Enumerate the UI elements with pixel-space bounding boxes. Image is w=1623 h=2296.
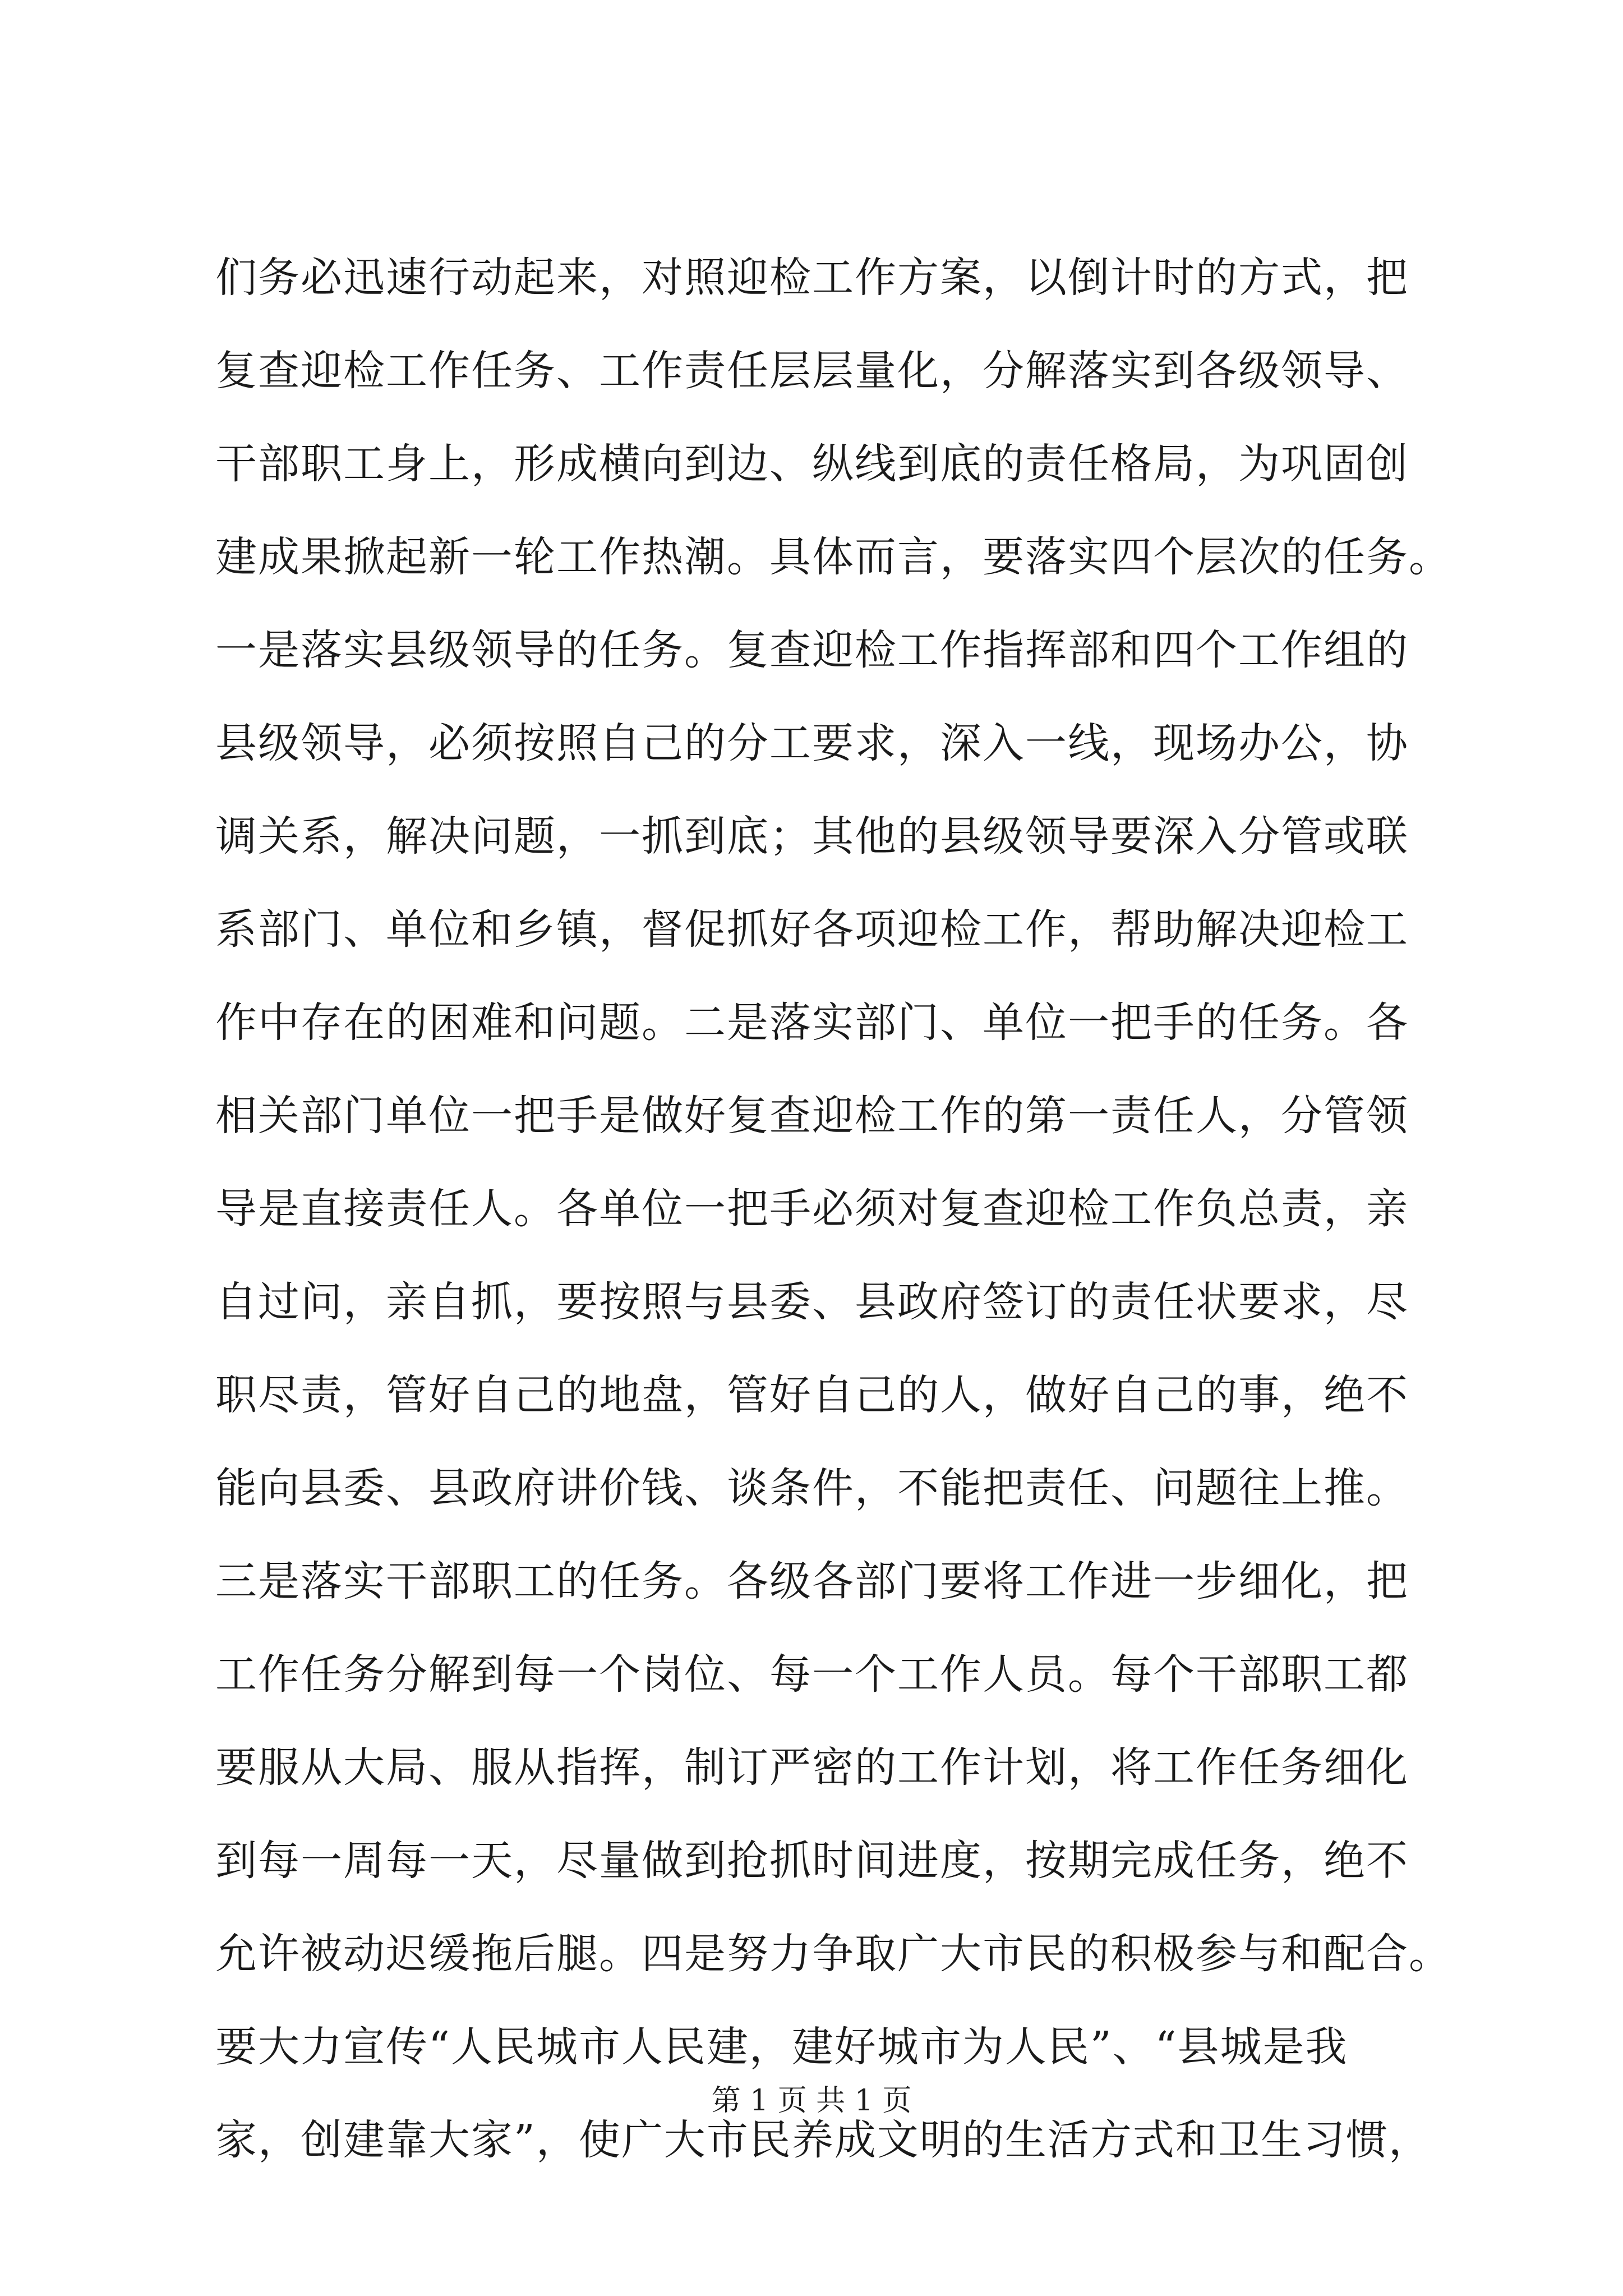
text-line: 要服从大局、服从指挥，制订严密的工作计划，将工作任务细化 bbox=[215, 1743, 1409, 1792]
text-line: 要大力宣传“人民城市人民建，建好城市为人民”、“县城是我 bbox=[215, 2023, 1348, 2071]
text-line: 干部职工身上，形成横向到边、纵线到底的责任格局，为巩固创 bbox=[215, 440, 1409, 488]
text-line: 职尽责，管好自己的地盘，管好自己的人，做好自己的事，绝不 bbox=[215, 1371, 1409, 1419]
text-line: 复查迎检工作任务、工作责任层层量化，分解落实到各级领导、 bbox=[215, 347, 1409, 395]
text-line: 系部门、单位和乡镇，督促抓好各项迎检工作，帮助解决迎检工 bbox=[215, 905, 1409, 954]
text-line: 调关系，解决问题，一抓到底；其他的县级领导要深入分管或联 bbox=[215, 812, 1409, 861]
text-line: 县级领导，必须按照自己的分工要求，深入一线，现场办公，协 bbox=[215, 719, 1409, 767]
text-line: 自过问，亲自抓，要按照与县委、县政府签订的责任状要求，尽 bbox=[215, 1278, 1409, 1326]
text-line: 家，创建靠大家”，使广大市民养成文明的生活方式和卫生习惯， bbox=[215, 2116, 1431, 2164]
text-line: 工作任务分解到每一个岗位、每一个工作人员。每个干部职工都 bbox=[215, 1650, 1409, 1699]
text-line: 建成果掀起新一轮工作热潮。具体而言，要落实四个层次的任务。 bbox=[215, 533, 1451, 581]
text-line: 一是落实县级领导的任务。复查迎检工作指挥部和四个工作组的 bbox=[215, 626, 1409, 674]
text-line: 们务必迅速行动起来，对照迎检工作方案，以倒计时的方式，把 bbox=[215, 254, 1409, 302]
text-line: 相关部门单位一把手是做好复查迎检工作的第一责任人，分管领 bbox=[215, 1092, 1409, 1140]
text-line: 作中存在的困难和问题。二是落实部门、单位一把手的任务。各 bbox=[215, 999, 1409, 1047]
text-line: 三是落实干部职工的任务。各级各部门要将工作进一步细化，把 bbox=[215, 1557, 1409, 1605]
text-line: 导是直接责任人。各单位一把手必须对复查迎检工作负总责，亲 bbox=[215, 1185, 1409, 1233]
page-footer: 第 1 页 共 1 页 bbox=[711, 2084, 912, 2118]
body-text bbox=[215, 231, 1451, 2187]
text-line: 能向县委、县政府讲价钱、谈条件，不能把责任、问题往上推。 bbox=[215, 1464, 1409, 1512]
text-line: 允许被动迟缓拖后腿。四是努力争取广大市民的积极参与和配合。 bbox=[215, 1930, 1451, 1978]
text-line: 到每一周每一天，尽量做到抢抓时间进度，按期完成任务，绝不 bbox=[215, 1837, 1409, 1885]
